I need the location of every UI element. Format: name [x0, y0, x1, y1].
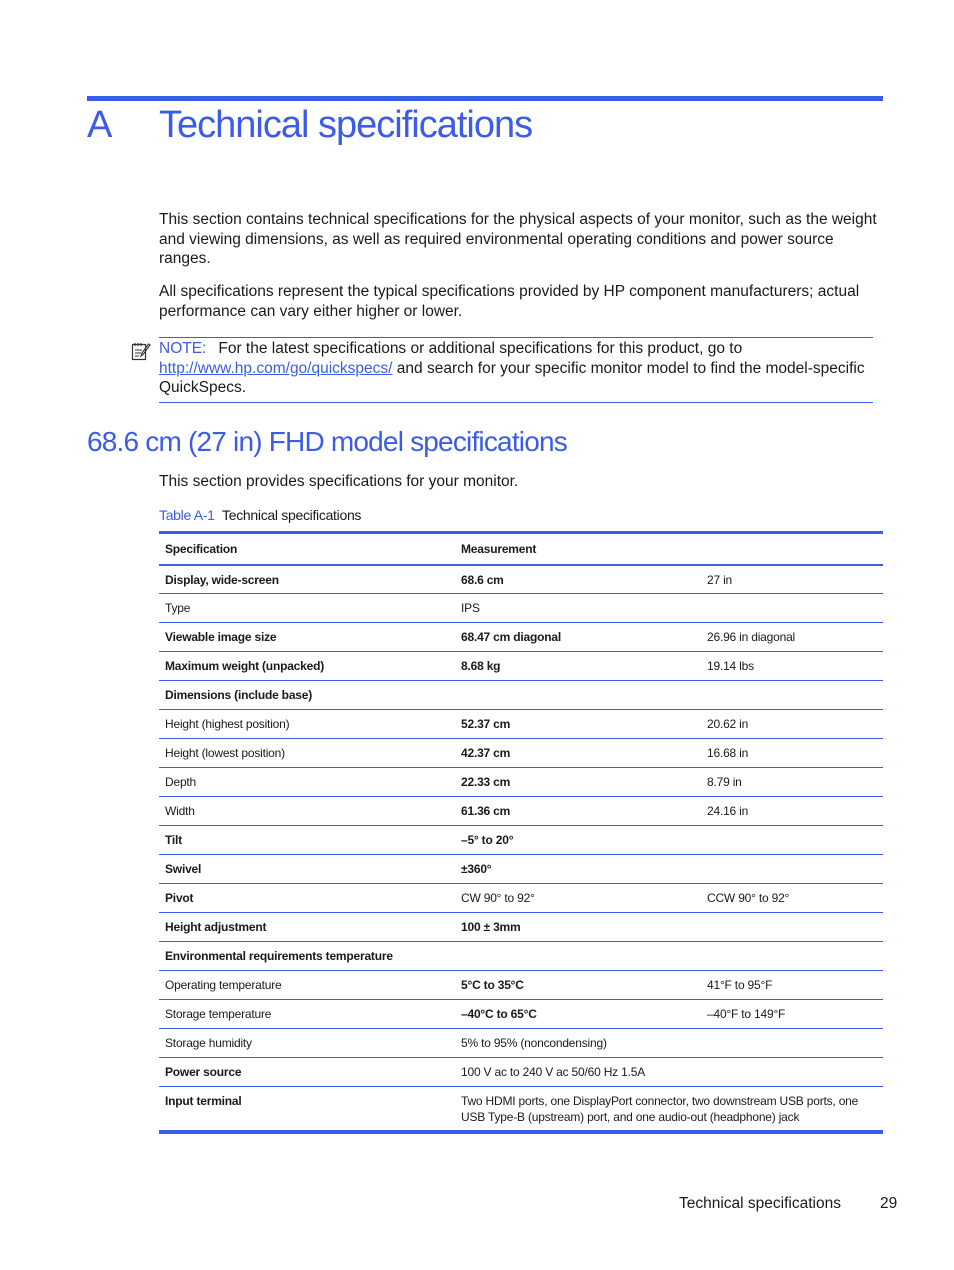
table-row	[159, 855, 883, 884]
metric-cell: 5% to 95% (noncondensing)	[461, 1036, 607, 1050]
footer-label: Technical specifications	[679, 1195, 841, 1212]
imperial-cell: CCW 90° to 92°	[707, 891, 790, 905]
table-caption-title: Technical specifications	[222, 507, 362, 523]
imperial-cell	[701, 913, 883, 942]
note-bottom-rule	[159, 402, 873, 403]
spec-table	[159, 531, 883, 1134]
section-title: 68.6 cm (27 in) FHD model specifications	[87, 426, 567, 457]
table-row	[159, 768, 883, 797]
metric-cell: 100 ± 3mm	[461, 920, 521, 934]
metric-cell: 68.6 cm	[461, 572, 504, 587]
metric-cell: 22.33 cm	[461, 775, 511, 789]
metric-cell: Two HDMI ports, one DisplayPort connector, two downstream USB ports, one USB Type-B (upstream) port, and one audio-out (headphone) jack	[461, 1094, 859, 1124]
chapter-letter: A	[87, 104, 112, 146]
spec-cell: Depth	[165, 775, 197, 789]
imperial-cell	[701, 1029, 883, 1058]
chapter-rule	[87, 96, 883, 101]
imperial-cell: 27 in	[707, 572, 733, 587]
table-row	[159, 623, 883, 652]
spec-cell: Dimensions (include base)	[165, 688, 313, 702]
spec-cell: Height (lowest position)	[165, 746, 285, 760]
metric-cell: 61.36 cm	[461, 804, 511, 818]
spec-cell: Height (highest position)	[165, 717, 290, 731]
chapter-title: Technical specifications	[159, 104, 533, 146]
metric-cell: 100 V ac to 240 V ac 50/60 Hz 1.5A	[461, 1065, 645, 1079]
metric-cell: IPS	[461, 601, 480, 615]
spec-cell: Display, wide-screen	[165, 572, 279, 587]
table-row	[159, 826, 883, 855]
spec-cell: Storage humidity	[165, 1036, 252, 1050]
metric-cell: ±360°	[461, 862, 492, 876]
imperial-cell	[701, 1058, 883, 1087]
spec-cell: Storage temperature	[165, 1007, 272, 1021]
page-number: 29	[880, 1195, 898, 1212]
table-row	[159, 681, 883, 710]
intro-paragraph-1: This section contains technical specifications for the physical aspects of your monitor, such as the weight and viewing dimensions, as well as required environmental operating conditions and power source ranges.	[159, 211, 877, 268]
table-row	[159, 710, 883, 739]
note-pad-icon	[131, 341, 151, 361]
spec-cell: Tilt	[165, 833, 182, 847]
table-caption	[159, 507, 361, 523]
imperial-cell	[701, 594, 883, 623]
spec-cell: Pivot	[165, 891, 194, 905]
note-label: NOTE:	[159, 340, 207, 357]
header-measurement: Measurement	[461, 542, 537, 556]
table-row	[159, 797, 883, 826]
imperial-cell: 8.79 in	[707, 775, 742, 789]
imperial-cell: 19.14 lbs	[707, 659, 754, 673]
table-row	[159, 594, 883, 623]
table-row	[159, 565, 883, 594]
table-row	[159, 652, 883, 681]
metric-cell: CW 90° to 92°	[461, 891, 535, 905]
table-row	[159, 971, 883, 1000]
table-caption-number: Table A-1	[159, 507, 215, 523]
table-row	[159, 1029, 883, 1058]
metric-cell: –5° to 20°	[461, 833, 514, 847]
spec-cell: Viewable image size	[165, 630, 277, 644]
metric-cell: 68.47 cm diagonal	[461, 630, 561, 644]
note-text-after: and search for your specific monitor model to find the model-specific QuickSpecs.	[159, 359, 865, 397]
table-row	[159, 884, 883, 913]
spec-cell: Operating temperature	[165, 978, 282, 992]
note-text-before: For the latest specifications or additional specifications for this product, go to	[218, 340, 743, 357]
intro-paragraph-2: All specifications represent the typical specifications provided by HP component manufacturers; actual performance can vary either higher or lower.	[159, 283, 860, 320]
imperial-cell: 41°F to 95°F	[707, 978, 773, 992]
section-intro: This section provides specifications for your monitor.	[159, 473, 519, 490]
note-body	[159, 339, 873, 398]
metric-cell: 5°C to 35°C	[461, 978, 524, 992]
header-specification: Specification	[165, 542, 238, 556]
spec-cell: Power source	[165, 1065, 242, 1079]
imperial-cell: 26.96 in diagonal	[707, 630, 796, 644]
header-empty	[701, 533, 883, 565]
spec-cell: Input terminal	[165, 1094, 242, 1108]
imperial-cell	[701, 826, 883, 855]
metric-cell	[455, 942, 701, 971]
table-row	[159, 1058, 883, 1087]
metric-cell: 8.68 kg	[461, 659, 501, 673]
metric-cell: –40°C to 65°C	[461, 1007, 537, 1021]
imperial-cell: –40°F to 149°F	[707, 1007, 786, 1021]
table-row	[159, 739, 883, 768]
spec-cell: Height adjustment	[165, 920, 267, 934]
imperial-cell: 20.62 in	[707, 717, 749, 731]
table-row	[159, 942, 883, 971]
spec-cell: Type	[165, 601, 191, 615]
metric-cell	[455, 681, 701, 710]
spec-cell: Environmental requirements temperature	[165, 949, 393, 963]
table-header-row	[159, 533, 883, 565]
table-row	[159, 1000, 883, 1029]
quickspecs-link[interactable]: http://www.hp.com/go/quickspecs/	[159, 359, 393, 377]
imperial-cell	[701, 855, 883, 884]
spec-cell: Maximum weight (unpacked)	[165, 659, 325, 673]
imperial-cell: 24.16 in	[707, 804, 749, 818]
imperial-cell	[701, 681, 883, 710]
note-top-rule	[159, 337, 873, 338]
spec-cell: Swivel	[165, 862, 202, 876]
table-row	[159, 913, 883, 942]
table-row	[159, 1087, 883, 1132]
spec-cell: Width	[165, 804, 195, 818]
metric-cell: 52.37 cm	[461, 717, 511, 731]
metric-cell: 42.37 cm	[461, 746, 511, 760]
imperial-cell: 16.68 in	[707, 746, 749, 760]
imperial-cell	[701, 942, 883, 971]
